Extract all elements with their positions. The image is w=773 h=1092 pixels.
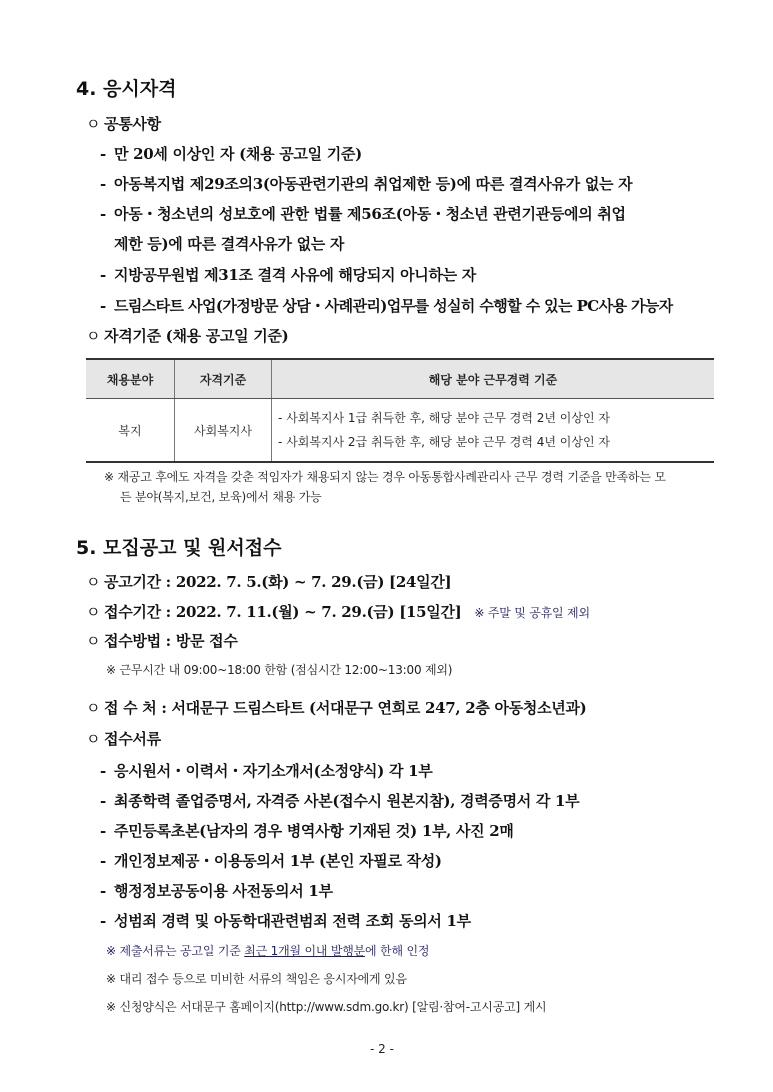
section5-title: 5. 모집공고 및 원서접수: [76, 537, 282, 559]
circle-bullet-icon: ㅇ: [86, 115, 101, 133]
common-requirements-label: 공통사항: [104, 115, 161, 133]
documents-note-1: ※ 제출서류는 공고일 기준 최근 1개월 이내 발행분에 한해 인정: [106, 944, 430, 958]
documents-note-3: ※ 신청양식은 서대문구 홈페이지(http://www.sdm.go.kr) [알림·참여-고시공고] 게시: [106, 1000, 547, 1014]
document-item-2: - 최종학력 졸업증명서, 자격증 사본(접수시 원본지참), 경력증명서 각 1부: [100, 792, 580, 810]
document-item-4: - 개인정보제공・이용동의서 1부 (본인 자필로 작성): [100, 852, 442, 870]
receipt-method-note: ※ 근무시간 내 09:00~18:00 한함 (점심시간 12:00~13:00 제외): [106, 663, 453, 677]
table-cell-criteria: 사회복지사: [175, 399, 272, 463]
common-requirements-heading: [86, 113, 161, 134]
table-cell-field: 복지: [86, 399, 175, 463]
page-number: - 2 -: [370, 1042, 394, 1056]
table-header-field: 채용분야: [86, 359, 175, 399]
receipt-method: ㅇ 접수방법 : 방문 접수: [86, 632, 238, 650]
common-item-2: - 아동복지법 제29조의3(아동관련기관의 취업제한 등)에 따른 결격사유가 없는 자: [100, 175, 633, 193]
document-item-3: - 주민등록초본(남자의 경우 병역사항 기재된 것) 1부, 사진 2매: [100, 822, 514, 840]
qualification-note-cont: 든 분야(복지,보건, 보육)에서 채용 가능: [120, 490, 322, 504]
receipt-period-note: ※ 주말 및 공휴일 제외: [474, 606, 590, 620]
document-item-1: - 응시원서・이력서・자기소개서(소정양식) 각 1부: [100, 762, 433, 780]
common-item-3-cont: 제한 등)에 따른 결격사유가 없는 자: [114, 235, 345, 253]
table-cell-experience: - 사회복지사 1급 취득한 후, 해당 분야 근무 경력 2년 이상인 자 - 사회복지사 2급 취득한 후, 해당 분야 근무 경력 4년 이상인 자: [272, 399, 715, 463]
document-item-6: - 성범죄 경력 및 아동학대관련범죄 전력 조회 동의서 1부: [100, 912, 471, 930]
circle-bullet-icon: ㅇ: [86, 327, 101, 345]
qualification-table: [86, 358, 714, 463]
common-item-1: - 만 20세 이상인 자 (채용 공고일 기준): [100, 145, 362, 163]
table-row: [86, 399, 714, 463]
common-item-5: - 드림스타트 사업(가정방문 상담・사례관리)업무를 성실히 수행할 수 있는 PC사용 가능자: [100, 297, 673, 315]
document-item-5: - 행정정보공동이용 사전동의서 1부: [100, 882, 333, 900]
receipt-period: ㅇ 접수기간 : 2022. 7. 11.(월) ~ 7. 29.(금) [15일간] ※ 주말 및 공휴일 제외: [86, 603, 590, 621]
common-item-3: - 아동・청소년의 성보호에 관한 법률 제56조(아동・청소년 관련기관등에의 취업: [100, 205, 626, 223]
table-header-criteria: 자격기준: [175, 359, 272, 399]
documents-note-2: ※ 대리 접수 등으로 미비한 서류의 책임은 응시자에게 있음: [106, 972, 407, 986]
qualification-note: ※ 재공고 후에도 자격을 갖춘 적임자가 채용되지 않는 경우 아동통합사례관리사 근무 경력 기준을 만족하는 모: [104, 470, 666, 484]
common-item-4: - 지방공무원법 제31조 결격 사유에 해당되지 아니하는 자: [100, 266, 476, 284]
qualification-label: 자격기준 (채용 공고일 기준): [104, 327, 289, 345]
table-header-experience: 해당 분야 근무경력 기준: [272, 359, 715, 399]
section4-title: 4. 응시자격: [76, 78, 177, 100]
qualification-heading: [86, 325, 288, 346]
receipt-place: ㅇ 접 수 처 : 서대문구 드림스타트 (서대문구 연희로 247, 2층 아동청소년과): [86, 699, 587, 717]
announcement-period: ㅇ 공고기간 : 2022. 7. 5.(화) ~ 7. 29.(금) [24일간]: [86, 573, 452, 591]
documents-heading: ㅇ 접수서류: [86, 730, 161, 748]
